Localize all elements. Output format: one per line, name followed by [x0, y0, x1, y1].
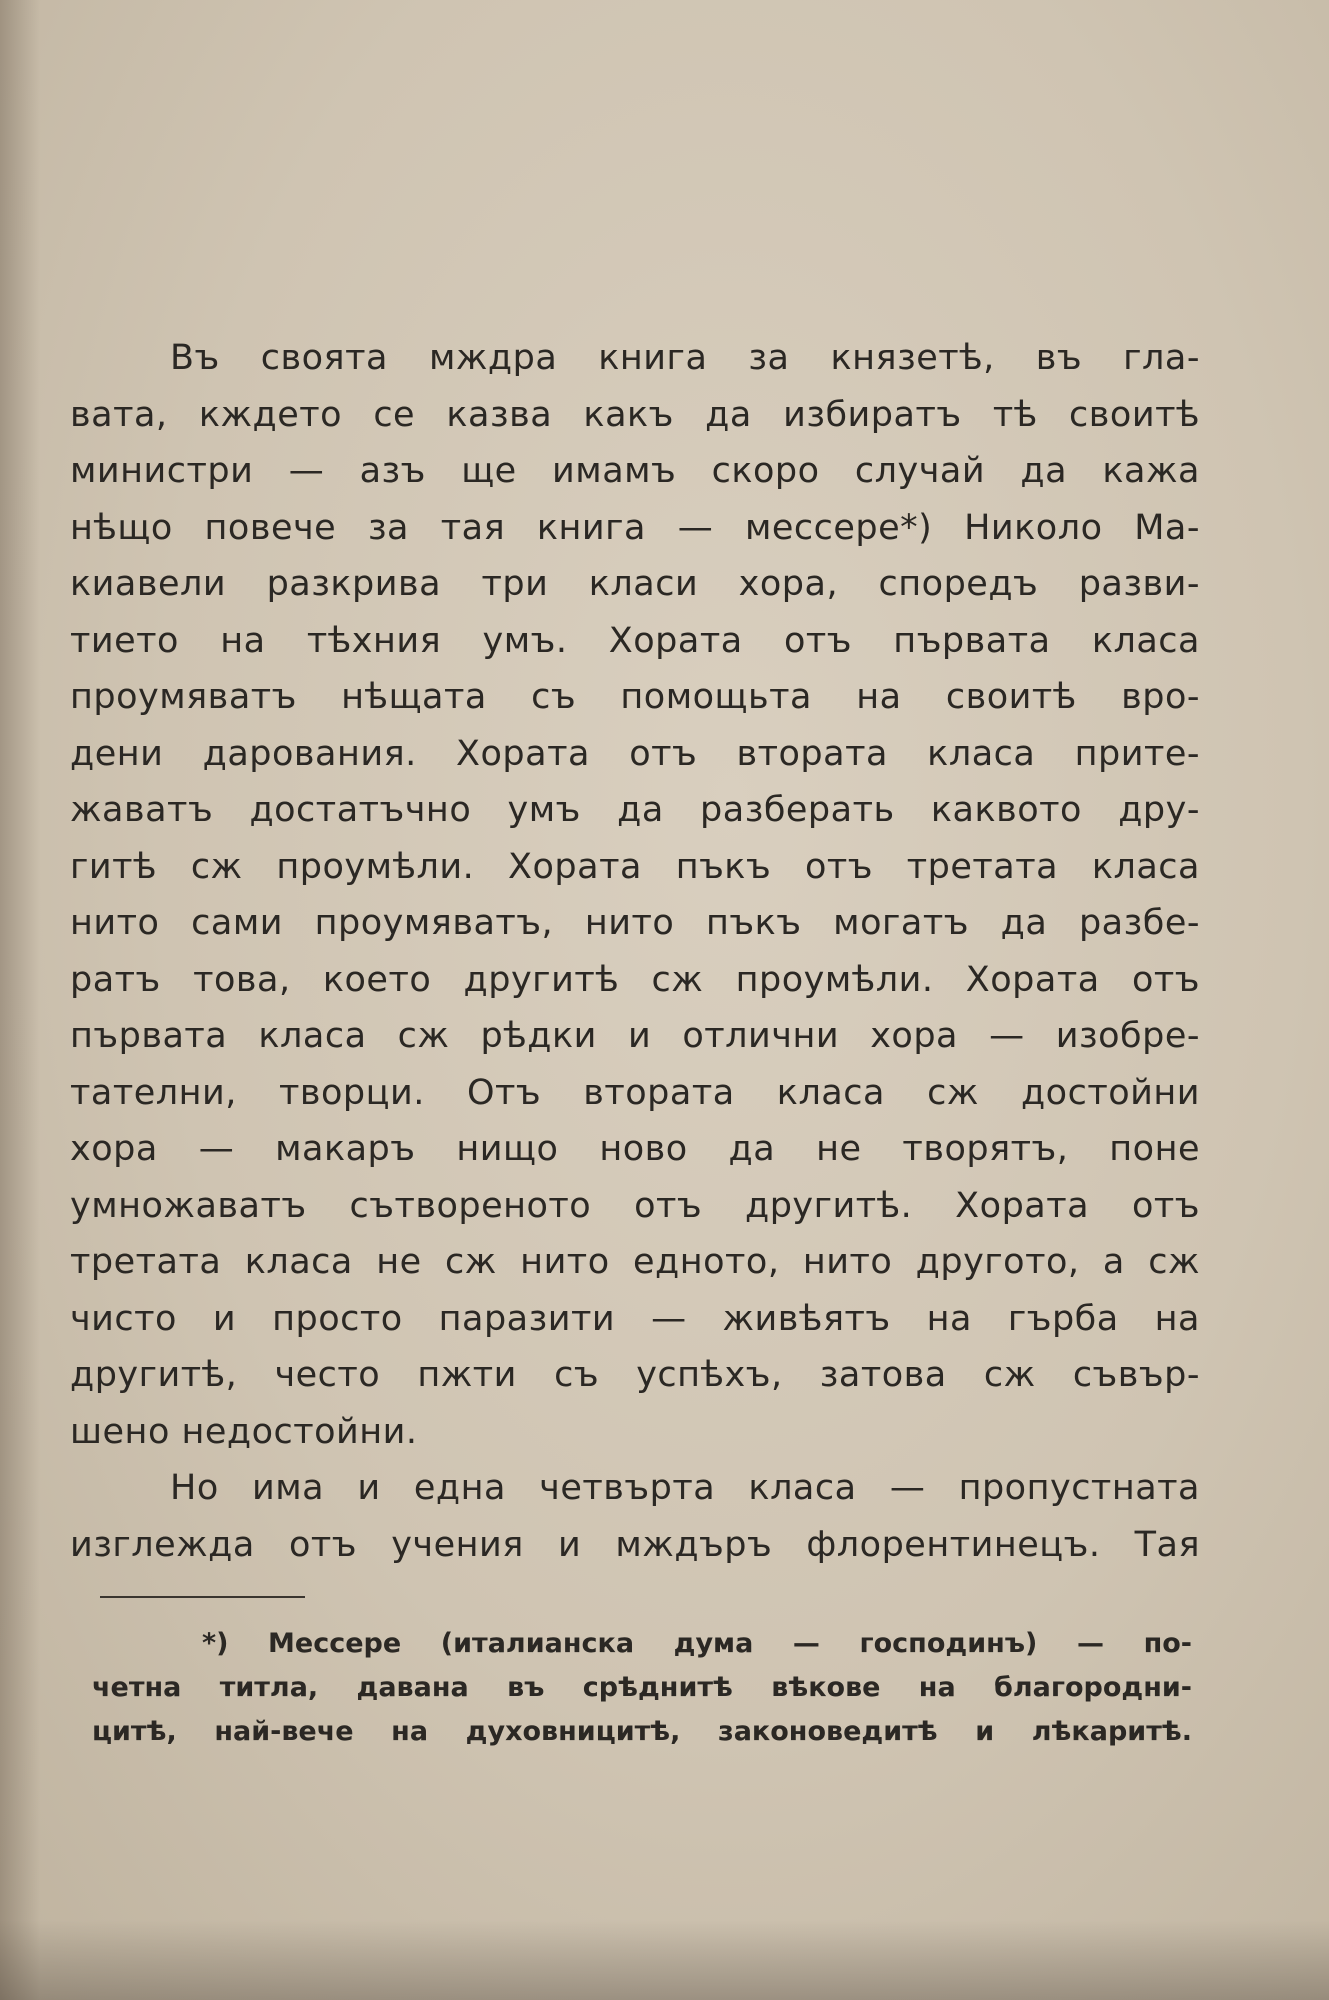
text-line: ратъ това, което другитѣ сж проумѣли. Хората отъ — [70, 959, 1200, 1000]
text-line: гитѣ сж проумѣли. Хората пъкъ отъ третата класа — [70, 846, 1200, 887]
text-line: тателни, творци. Отъ втората класа сж достойни — [70, 1072, 1200, 1113]
main-text — [70, 330, 1200, 1573]
text-line: чисто и просто паразити — живѣятъ на гърба на — [70, 1298, 1200, 1339]
footnote-divider — [100, 1596, 305, 1598]
text-line: нѣщо повече за тая книга — мессере*) Николо Ма- — [70, 507, 1200, 548]
text-line: проумяватъ нѣщата съ помощьта на своитѣ вро- — [70, 677, 1200, 717]
text-line: вата, кждето се казва какъ да избиратъ тѣ своитѣ — [70, 394, 1200, 435]
footnote-line: *) Мессере (италианска дума — господинъ) — по- — [202, 1628, 1192, 1659]
text-line: дени дарования. Хората отъ втората класа прите- — [70, 733, 1200, 774]
text-line: нито сами проумяватъ, нито пъкъ могатъ да разбе- — [70, 903, 1200, 943]
footnote-line: четна титла, давана въ срѣднитѣ вѣкове на благородни- — [92, 1672, 1192, 1703]
page-bottom-shadow — [0, 1920, 1329, 2000]
text-line: третата класа не сж нито едното, нито другото, а сж — [70, 1242, 1200, 1282]
text-line: първата класа сж рѣдки и отлични хора — изобре- — [70, 1016, 1200, 1056]
text-line: умножаватъ сътвореното отъ другитѣ. Хората отъ — [70, 1185, 1200, 1226]
footnote — [92, 1622, 1192, 1754]
footnote-line: цитѣ, най-вече на духовницитѣ, законоведитѣ и лѣкаритѣ. — [92, 1716, 1192, 1747]
text-line: хора — макаръ нищо ново да не творятъ, поне — [70, 1129, 1200, 1169]
text-line: киавели разкрива три класи хора, споредъ разви- — [70, 564, 1200, 604]
text-line: жаватъ достатъчно умъ да разберать каквото дру- — [70, 790, 1200, 830]
text-line: Въ своята мждра книга за князетѣ, въ гла- — [170, 338, 1200, 378]
text-line: тието на тѣхния умъ. Хората отъ първата класа — [70, 620, 1200, 661]
text-line: другитѣ, често пжти съ успѣхъ, затова сж съвър- — [70, 1355, 1200, 1395]
page-edge-shadow — [0, 0, 40, 2000]
text-line: министри — азъ ще имамъ скоро случай да кажа — [70, 451, 1200, 491]
text-line: Но има и една четвърта класа — пропустната — [170, 1468, 1200, 1508]
text-line: изглежда отъ учения и мждъръ флорентинецъ. Тая — [70, 1524, 1200, 1565]
text-line: шено недостойни. — [70, 1411, 418, 1452]
